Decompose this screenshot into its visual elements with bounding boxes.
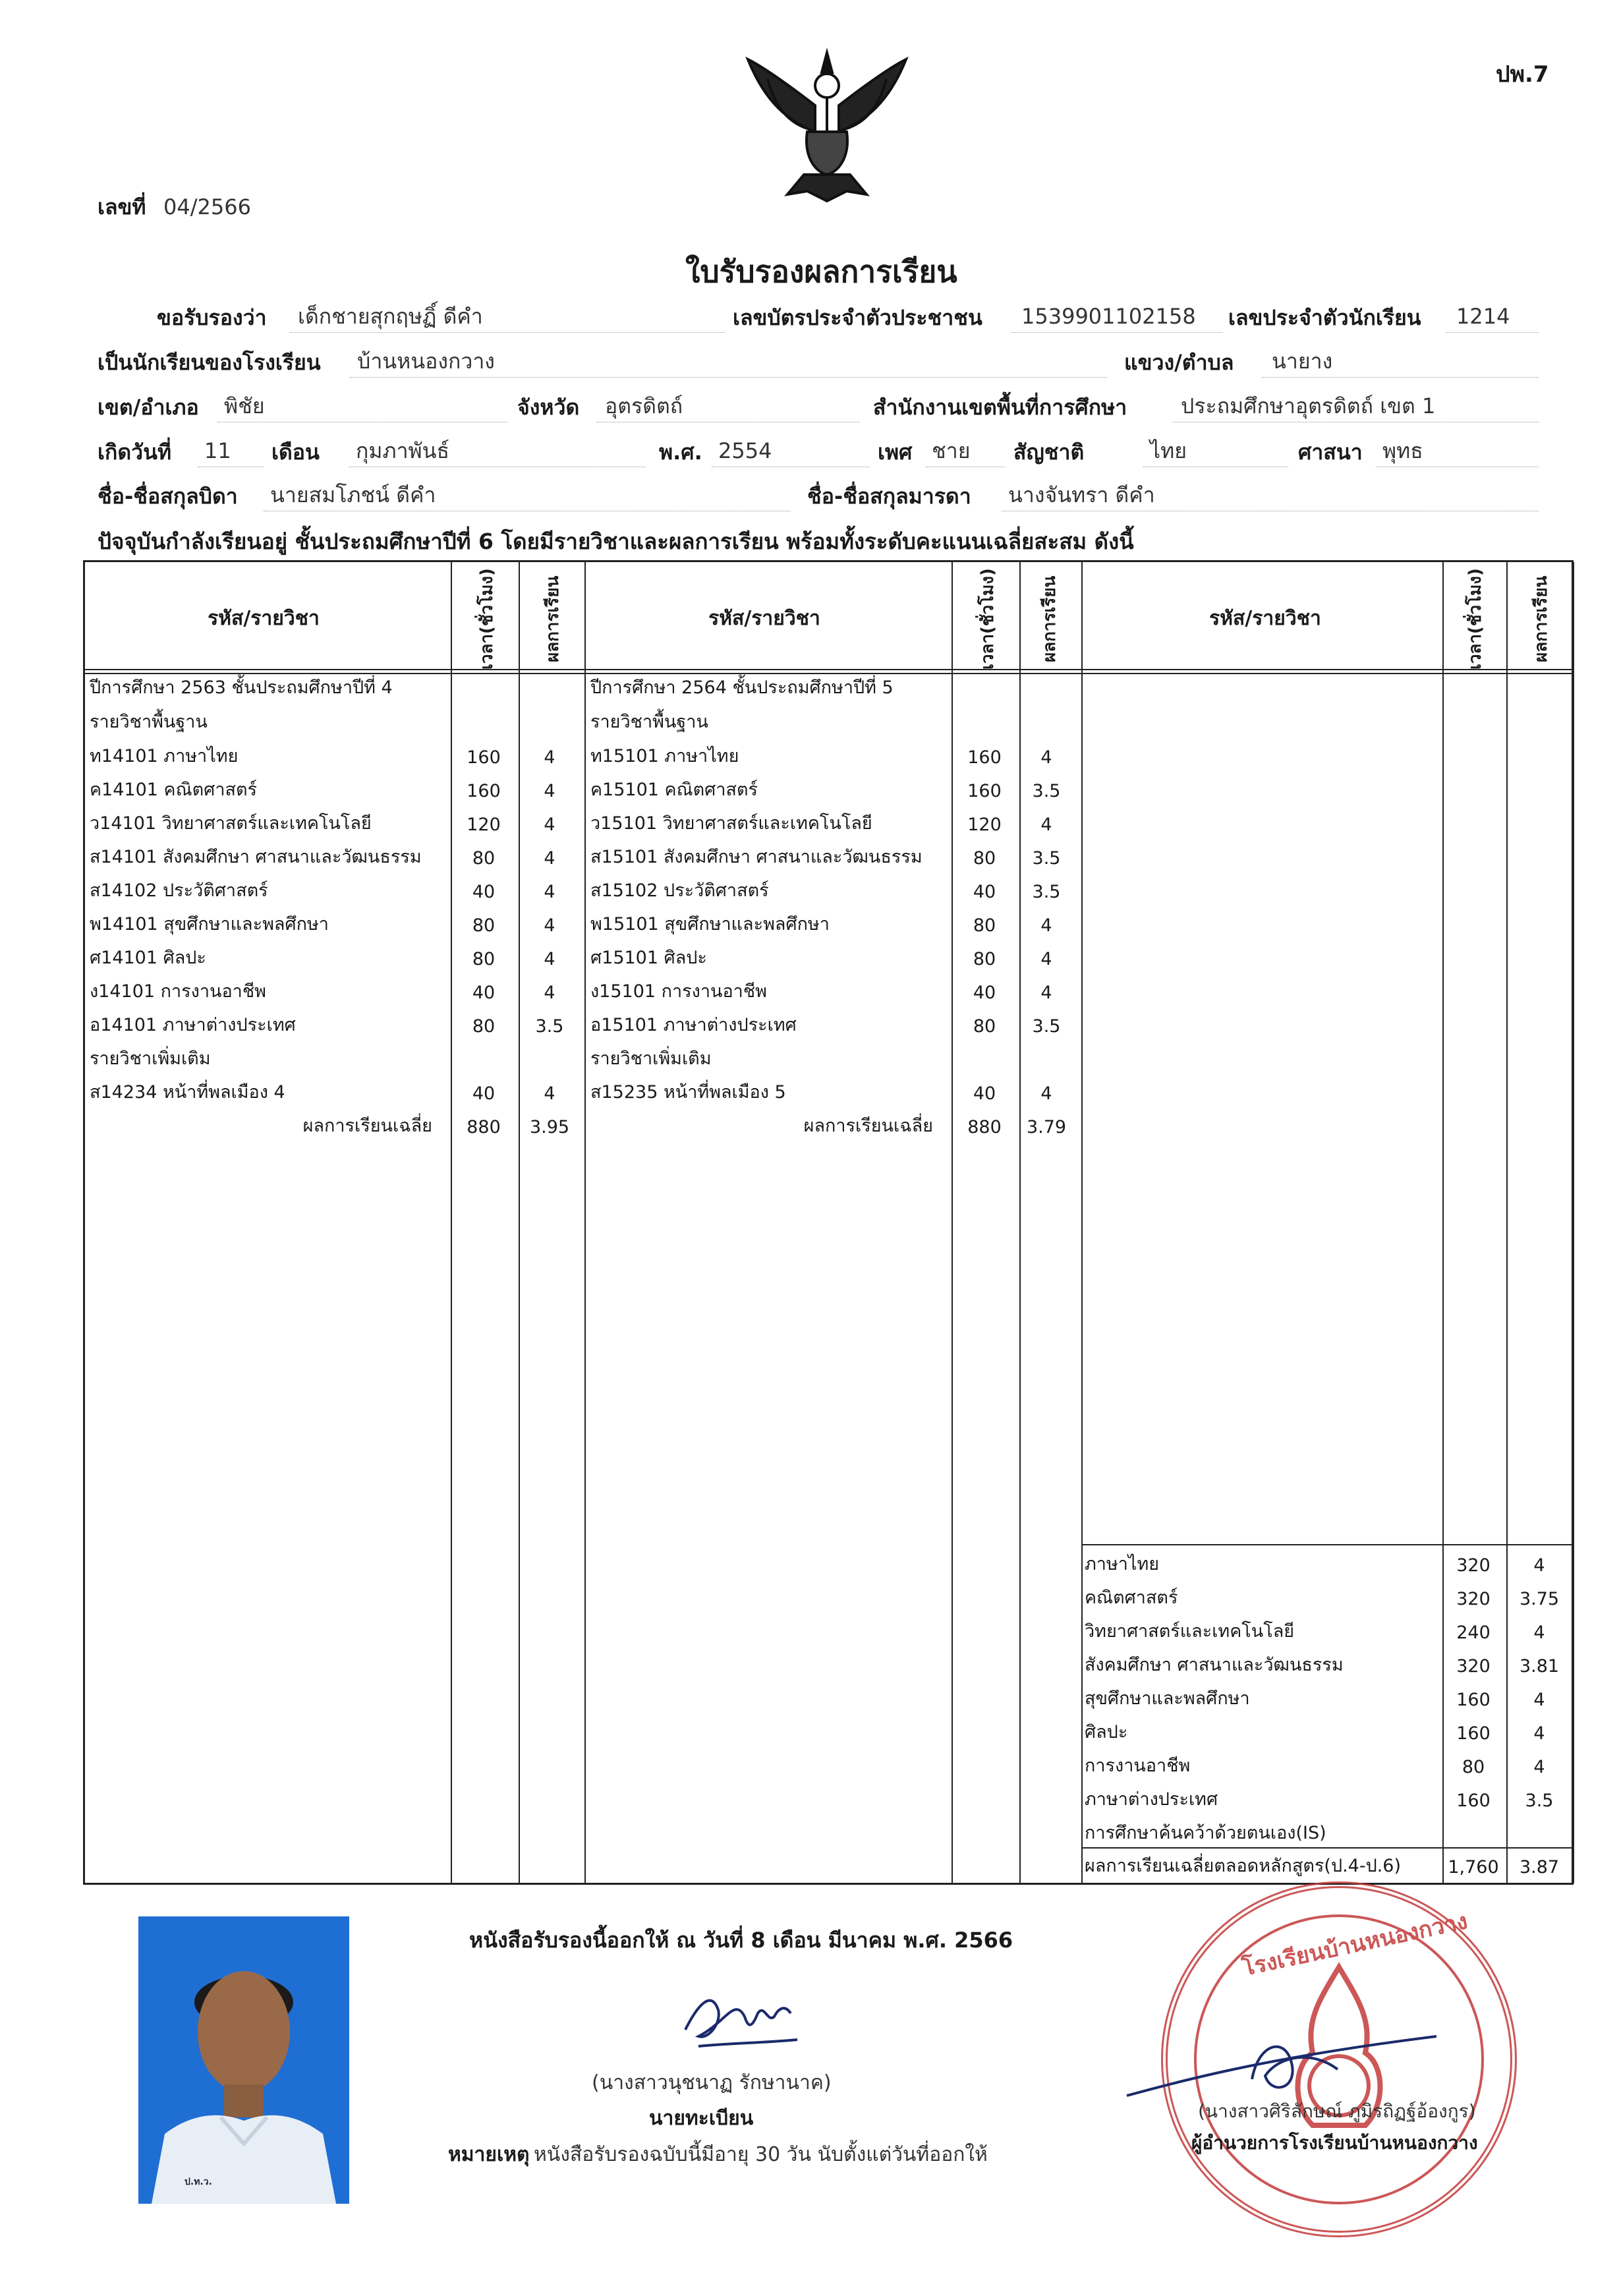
subject-name: ว14101 วิทยาศาสตร์และเทคโนโลยี: [90, 813, 372, 834]
total-label: ผลการเรียนเฉลี่ยตลอดหลักสูตร(ป.4-ป.6): [1085, 1856, 1402, 1876]
summary-subject: วิทยาศาสตร์และเทคโนโลยี: [1085, 1621, 1295, 1642]
subject-grade: 4: [544, 1083, 555, 1104]
extra-heading: รายวิชาเพิ่มเติม: [590, 1048, 712, 1069]
summary-subject: การศึกษาค้นคว้าด้วยตนเอง(IS): [1085, 1823, 1326, 1843]
director-signature-icon: [1120, 2017, 1450, 2109]
subject-hours: 80: [472, 949, 496, 969]
subject-hours: 80: [973, 949, 996, 969]
header-grade-1: ผลการเรียน: [543, 575, 563, 663]
col1-basic-heading: รายวิชาพื้นฐาน: [90, 712, 208, 732]
subject-grade: 3.5: [535, 1016, 564, 1037]
summary-subject: ศิลปะ: [1085, 1722, 1128, 1742]
subject-name: ส15102 ประวัติศาสตร์: [590, 880, 769, 901]
subject-name: ศ14101 ศิลปะ: [90, 948, 206, 968]
summary-hours: 160: [1456, 1690, 1491, 1710]
national-id-label: เลขบัตรประจำตัวประชาชน: [733, 305, 982, 330]
header-subject-1: รหัส/รายวิชา: [208, 607, 320, 630]
summary-hours: 320: [1456, 1656, 1491, 1677]
summary-hours: 80: [1462, 1757, 1485, 1777]
average-grade: 3.95: [529, 1117, 570, 1137]
header-hours-3: เวลา(ชั่วโมง): [1465, 568, 1485, 670]
office-value: ประถมศึกษาอุตรดิตถ์ เขต 1: [1181, 393, 1436, 418]
subject-grade: 3.5: [1032, 1016, 1061, 1037]
header-grade-3: ผลการเรียน: [1531, 575, 1551, 663]
father-label: ชื่อ-ชื่อสกุลบิดา: [98, 484, 238, 509]
mother-label: ชื่อ-ชื่อสกุลมารดา: [807, 484, 971, 509]
subject-name: ง14101 การงานอาชีพ: [90, 981, 266, 1002]
note-text: หนังสือรับรองฉบับนี้มีอายุ 30 วัน นับตั้งแต่วันที่ออกให้: [534, 2143, 988, 2166]
nationality-label: สัญชาติ: [1013, 440, 1085, 465]
subdistrict-value: นายาง: [1272, 349, 1333, 374]
subject-grade: 4: [1040, 1083, 1052, 1104]
national-id-value: 1539901102158: [1021, 304, 1196, 329]
sex-value: ชาย: [932, 438, 971, 463]
summary-grade: 4: [1533, 1622, 1545, 1643]
birthday-value: 11: [204, 438, 231, 463]
subject-name: ค15101 คณิตศาสตร์: [590, 780, 758, 800]
registrar-signature-icon: [672, 1977, 804, 2056]
header-grade-2: ผลการเรียน: [1040, 575, 1060, 663]
subject-grade: 4: [544, 915, 555, 936]
seal-text: โรงเรียนบ้านหนองกวาง: [1239, 1908, 1470, 1982]
subject-grade: 4: [544, 949, 555, 969]
subject-hours: 80: [973, 848, 996, 869]
summary-hours: 240: [1456, 1622, 1491, 1643]
month-label: เดือน: [271, 440, 320, 465]
father-value: นายสมโภชน์ ดีคำ: [270, 482, 436, 507]
office-label: สำนักงานเขตพื้นที่การศึกษา: [873, 395, 1127, 420]
header-hours-2: เวลา(ชั่วโมง): [978, 568, 998, 670]
note-label: หมายเหตุ: [448, 2143, 530, 2166]
summary-subject: คณิตศาสตร์: [1085, 1588, 1178, 1608]
document-code: ปพ.7: [1496, 61, 1549, 88]
summary-subject: การงานอาชีพ: [1085, 1756, 1191, 1776]
garuda-emblem-icon: [741, 40, 913, 208]
subject-name: ส15235 หน้าที่พลเมือง 5: [590, 1082, 786, 1103]
registrar-name: (นางสาวนุชนาฏ รักษานาค): [592, 2071, 832, 2094]
student-name: เด็กชายสุกฤษฏิ์ ดีคำ: [298, 304, 483, 329]
summary-grade: 4: [1533, 1690, 1545, 1710]
number-value: 04/2566: [163, 194, 251, 219]
subject-name: ค14101 คณิตศาสตร์: [90, 780, 257, 800]
summary-hours: 320: [1456, 1555, 1491, 1576]
religion-value: พุทธ: [1382, 438, 1423, 463]
subject-grade: 4: [1040, 983, 1052, 1003]
header-hours-1: เวลา(ชั่วโมง): [477, 568, 497, 670]
average-grade: 3.79: [1026, 1117, 1067, 1137]
subject-hours: 120: [967, 815, 1002, 835]
subject-hours: 80: [973, 1016, 996, 1037]
summary-grade: 4: [1533, 1757, 1545, 1777]
header-subject-3: รหัส/รายวิชา: [1209, 607, 1321, 630]
summary-hours: 320: [1456, 1589, 1491, 1609]
subject-name: ส14234 หน้าที่พลเมือง 4: [90, 1082, 285, 1103]
subject-name: ศ15101 ศิลปะ: [590, 948, 707, 968]
extra-heading: รายวิชาเพิ่มเติม: [90, 1048, 211, 1069]
subject-grade: 4: [544, 815, 555, 835]
subject-grade: 3.5: [1032, 848, 1061, 869]
subject-name: อ15101 ภาษาต่างประเทศ: [590, 1015, 797, 1035]
subject-hours: 40: [973, 1083, 996, 1104]
subject-grade: 4: [544, 848, 555, 869]
subject-name: ว15101 วิทยาศาสตร์และเทคโนโลยี: [590, 813, 872, 834]
subject-grade: 4: [544, 983, 555, 1003]
intro-text: ปัจจุบันกำลังเรียนอยู่ ชั้นประถมศึกษาปีที่ 6 โดยมีรายวิชาและผลการเรียน พร้อมทั้งระดับคะแนนเฉลี่ยสะสม ดังนี้: [98, 529, 1134, 554]
subject-hours: 160: [467, 781, 501, 801]
subject-name: อ14101 ภาษาต่างประเทศ: [90, 1015, 296, 1035]
sex-label: เพศ: [878, 440, 913, 465]
average-label: ผลการเรียนเฉลี่ย: [803, 1116, 933, 1136]
summary-grade: 3.5: [1525, 1791, 1554, 1811]
summary-grade: 3.75: [1519, 1589, 1560, 1609]
subject-name: ท15101 ภาษาไทย: [590, 746, 739, 766]
subject-hours: 160: [467, 747, 501, 768]
subject-hours: 80: [973, 915, 996, 936]
subject-grade: 4: [1040, 915, 1052, 936]
registrar-title: นายทะเบียน: [649, 2107, 754, 2130]
subject-grade: 4: [1040, 747, 1052, 768]
subject-name: ท14101 ภาษาไทย: [90, 746, 239, 766]
subject-hours: 40: [472, 882, 496, 902]
subject-hours: 160: [967, 747, 1002, 768]
average-hours: 880: [967, 1117, 1002, 1137]
subject-hours: 40: [973, 882, 996, 902]
birthday-label: เกิดวันที่: [98, 440, 172, 465]
header-subject-2: รหัส/รายวิชา: [708, 607, 820, 630]
student-id-label: เลขประจำตัวนักเรียน: [1228, 305, 1421, 330]
subject-grade: 4: [544, 747, 555, 768]
summary-subject: ภาษาต่างประเทศ: [1085, 1789, 1218, 1810]
total-hours: 1,760: [1448, 1857, 1499, 1878]
year-label: พ.ศ.: [659, 440, 702, 465]
average-label: ผลการเรียนเฉลี่ย: [302, 1116, 432, 1136]
subject-hours: 80: [472, 915, 496, 936]
summary-subject: ภาษาไทย: [1085, 1554, 1160, 1574]
year-value: 2554: [718, 438, 772, 463]
student-id-value: 1214: [1456, 304, 1510, 329]
subject-hours: 40: [472, 983, 496, 1003]
subdistrict-label: แขวง/ตำบล: [1124, 350, 1234, 375]
subject-grade: 4: [1040, 949, 1052, 969]
summary-grade: 3.81: [1519, 1656, 1560, 1677]
summary-grade: 4: [1533, 1555, 1545, 1576]
subject-name: ส14101 สังคมศึกษา ศาสนาและวัฒนธรรม: [90, 847, 422, 867]
summary-hours: 160: [1456, 1791, 1491, 1811]
subject-hours: 120: [467, 815, 501, 835]
subject-hours: 80: [472, 848, 496, 869]
month-value: กุมภาพันธ์: [356, 438, 450, 463]
average-hours: 880: [467, 1117, 501, 1137]
subject-name: พ15101 สุขศึกษาและพลศึกษา: [590, 914, 830, 934]
summary-subject: สังคมศึกษา ศาสนาและวัฒนธรรม: [1085, 1655, 1344, 1675]
issued-statement: หนังสือรับรองนี้ออกให้ ณ วันที่ 8 เดือน มีนาคม พ.ศ. 2566: [469, 1928, 1013, 1953]
subject-name: ง15101 การงานอาชีพ: [590, 981, 767, 1002]
summary-hours: 160: [1456, 1723, 1491, 1744]
district-value: พิชัย: [224, 393, 265, 418]
summary-grade: 4: [1533, 1723, 1545, 1744]
director-name: (นางสาวศิริลักษณ์ ภูมิรถิฏฐ์อ้องกูร): [1198, 2100, 1476, 2122]
summary-subject: สุขศึกษาและพลศึกษา: [1085, 1688, 1250, 1709]
subject-name: พ14101 สุขศึกษาและพลศึกษา: [90, 914, 329, 934]
province-label: จังหวัด: [517, 395, 580, 420]
col1-year-heading: ปีการศึกษา 2563 ชั้นประถมศึกษาปีที่ 4: [90, 677, 393, 698]
total-grade: 3.87: [1519, 1857, 1560, 1878]
subject-hours: 40: [973, 983, 996, 1003]
subject-grade: 4: [544, 781, 555, 801]
district-label: เขต/อำเภอ: [98, 395, 199, 420]
number-label: เลขที่: [98, 194, 146, 219]
grades-table: [83, 560, 1574, 1885]
student-photo: [138, 1916, 349, 2204]
subject-name: ส14102 ประวัติศาสตร์: [90, 880, 268, 901]
subject-name: ส15101 สังคมศึกษา ศาสนาและวัฒนธรรม: [590, 847, 923, 867]
mother-value: นางจันทรา ดีคำ: [1008, 482, 1155, 507]
nationality-value: ไทย: [1150, 438, 1187, 463]
subject-grade: 3.5: [1032, 781, 1061, 801]
religion-label: ศาสนา: [1298, 440, 1363, 465]
subject-grade: 4: [544, 882, 555, 902]
school-label: เป็นนักเรียนของโรงเรียน: [98, 350, 321, 375]
photo-badge: ป.ท.ว.: [185, 2177, 212, 2187]
col2-year-heading: ปีการศึกษา 2564 ชั้นประถมศึกษาปีที่ 5: [590, 677, 894, 698]
subject-grade: 4: [1040, 815, 1052, 835]
subject-hours: 160: [967, 781, 1002, 801]
col2-basic-heading: รายวิชาพื้นฐาน: [590, 712, 708, 732]
subject-hours: 80: [472, 1016, 496, 1037]
certify-label: ขอรับรองว่า: [157, 305, 267, 330]
page-title: ใบรับรองผลการเรียน: [685, 254, 957, 289]
director-title: ผู้อำนวยการโรงเรียนบ้านหนองกวาง: [1191, 2132, 1478, 2154]
school-value: บ้านหนองกวาง: [357, 349, 495, 374]
province-value: อุตรดิตถ์: [605, 393, 683, 418]
subject-grade: 3.5: [1032, 882, 1061, 902]
subject-hours: 40: [472, 1083, 496, 1104]
